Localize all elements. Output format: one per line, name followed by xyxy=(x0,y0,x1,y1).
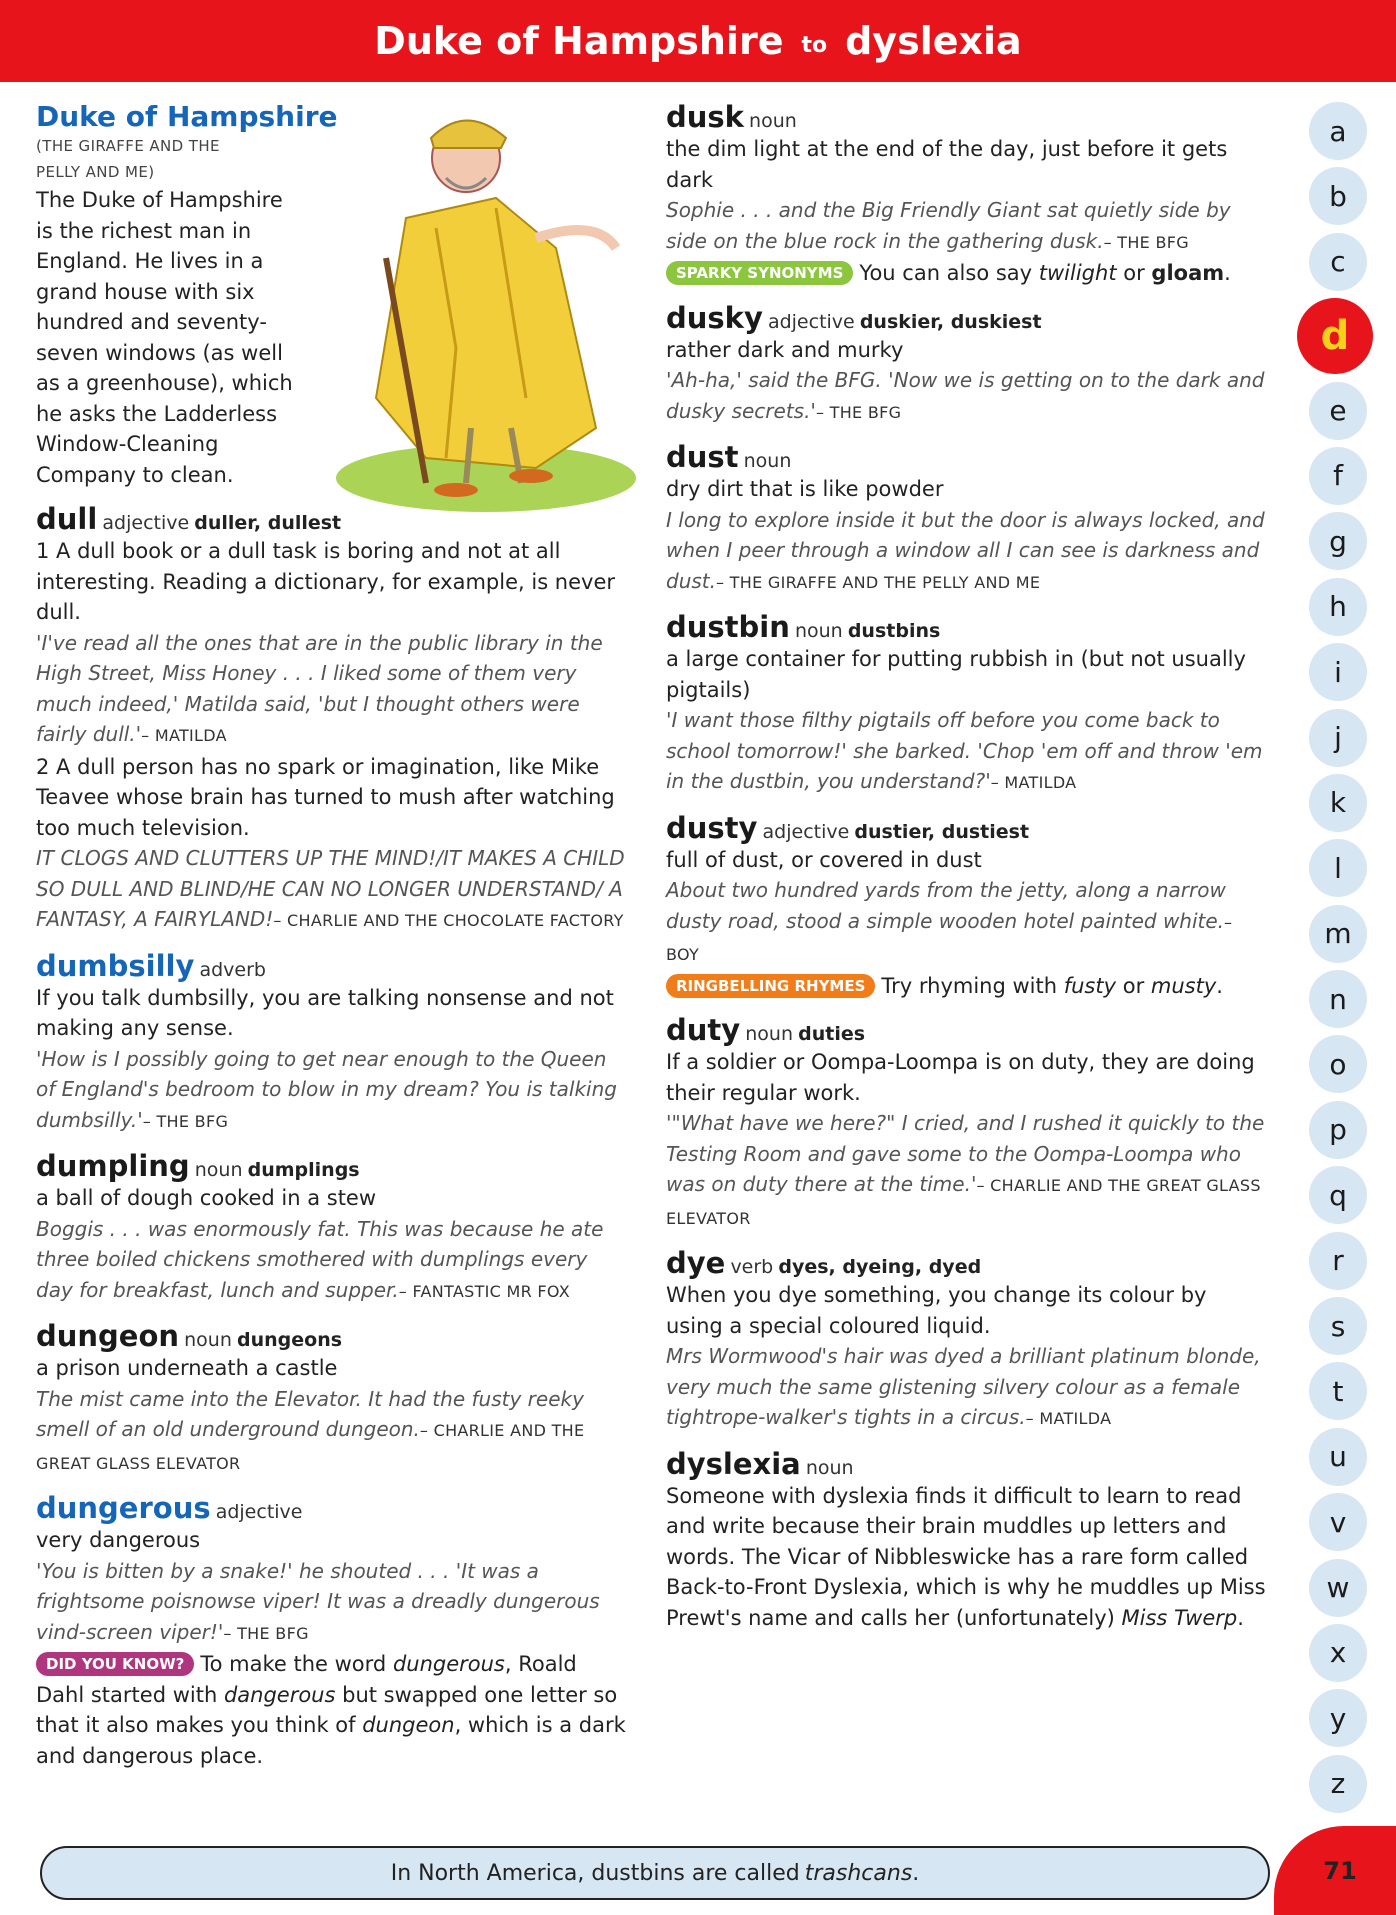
alphabet-tab-w[interactable]: w xyxy=(1309,1559,1367,1617)
part-of-speech: adjective xyxy=(215,1501,303,1523)
quote: Mrs Wormwood's hair was dyed a brilliant platinum blonde, very much the same glistening silvery colour as a female tightrope-walker's tights in a circus. xyxy=(666,1344,1261,1429)
headword: dye xyxy=(666,1246,726,1280)
entry-dusky xyxy=(666,301,1266,429)
part-of-speech: adjective xyxy=(762,820,850,843)
quote-source: – MATILDA xyxy=(141,726,227,745)
alphabet-tab-y[interactable]: y xyxy=(1309,1689,1367,1747)
definition: If you talk dumbsilly, you are talking nonsense and not making any sense. xyxy=(36,985,614,1040)
right-column xyxy=(666,100,1266,1645)
page-header xyxy=(0,0,1396,82)
quote-1: 'I've read all the ones that are in the public library in the High Street, Miss Honey . . . I liked some of them very much indeed,' Matilda said, 'but I thought others were fairly dull.' xyxy=(36,630,603,746)
alphabet-tab-d[interactable]: d xyxy=(1297,298,1373,374)
note-text: You can also say xyxy=(859,261,1039,285)
note-text: or xyxy=(1116,261,1152,285)
footer-italic: trashcans xyxy=(804,1860,913,1886)
quote-source: – FANTASTIC MR FOX xyxy=(398,1281,571,1301)
headword: dumbsilly xyxy=(36,948,195,983)
word-forms: dungeons xyxy=(237,1329,343,1351)
alphabet-tab-p[interactable]: p xyxy=(1309,1101,1367,1159)
part-of-speech: noun xyxy=(184,1329,232,1351)
definition: rather dark and murky xyxy=(666,337,904,362)
definition-2: 2 A dull person has no spark or imagination, like Mike Teavee whose brain has turned to mush after watching too much television. xyxy=(36,754,615,840)
entry-duty xyxy=(666,1013,1266,1234)
quote-source: – THE GIRAFFE AND THE PELLY AND ME xyxy=(716,572,1041,592)
quote: 'You is bitten by a snake!' he shouted . . . 'It was a frightsome poisnowse viper! It was a dreadly dungerous vind-screen viper!' xyxy=(36,1558,600,1644)
quote: '"What have we here?" I cried, and I rushed it quickly to the Testing Room and gave some to the Oompa-Loompa who was on duty there at the time.' xyxy=(666,1111,1265,1196)
quote: 'How is I possibly going to get near enough to the Queen of England's bedroom to blow in my dream? You is talking dumbsilly.' xyxy=(36,1046,617,1132)
headword: dusky xyxy=(666,300,763,335)
headword: dusty xyxy=(666,810,758,845)
alphabet-tab-g[interactable]: g xyxy=(1309,512,1367,570)
part-of-speech: noun xyxy=(745,1023,794,1045)
alphabet-tab-c[interactable]: c xyxy=(1309,233,1367,291)
alphabet-tab-r[interactable]: r xyxy=(1309,1232,1367,1290)
alphabet-tab-l[interactable]: l xyxy=(1309,839,1367,897)
note-italic: musty xyxy=(1150,973,1217,998)
entry-dusty xyxy=(666,811,1266,1002)
entry-dungerous xyxy=(36,1491,626,1771)
header-last-word: dyslexia xyxy=(845,19,1022,63)
word-forms: dustier, dustiest xyxy=(854,820,1030,843)
quote: Boggis . . . was enormously fat. This was because he ate three boiled chickens smothered with dumplings every day for breakfast, lunch and supper. xyxy=(36,1216,604,1302)
entry-dustbin xyxy=(666,610,1266,799)
alphabet-tab-a[interactable]: a xyxy=(1309,102,1367,160)
note-text: . xyxy=(1224,261,1231,285)
alphabet-tab-j[interactable]: j xyxy=(1309,709,1367,767)
alphabet-tab-t[interactable]: t xyxy=(1309,1362,1367,1420)
alphabet-tab-q[interactable]: q xyxy=(1309,1166,1367,1224)
note-italic: dungeon xyxy=(362,1713,455,1737)
definition: dry dirt that is like powder xyxy=(666,477,944,501)
note-bold: gloam xyxy=(1151,261,1225,285)
part-of-speech: adverb xyxy=(199,958,266,981)
quote-source: – THE BFG xyxy=(1103,232,1189,252)
word-forms: duller, dullest xyxy=(194,512,342,534)
headword: dusk xyxy=(666,100,744,134)
note-text: or xyxy=(1116,973,1151,998)
synonyms-note xyxy=(666,258,1266,289)
word-forms: duskier, duskiest xyxy=(859,310,1042,333)
quote: About two hundred yards from the jetty, along a narrow dusty road, stood a simple wooden hotel painted white. xyxy=(666,878,1226,933)
part-of-speech: noun xyxy=(194,1159,243,1181)
footer-text: . xyxy=(912,1860,920,1886)
part-of-speech: noun xyxy=(749,110,797,132)
rhymes-note xyxy=(666,971,1266,1002)
definition-text: Someone with dyslexia finds it difficult to learn to read and write because their brain muddles up letters and words. The Vicar of Nibbleswicke has a rare form called Back-to-Front Dyslexia, which is why he muddles up Miss Prewt's name and calls her (unfortunately) xyxy=(666,1483,1266,1630)
note-italic: dangerous xyxy=(223,1682,336,1707)
alphabet-tab-m[interactable]: m xyxy=(1309,905,1367,963)
alphabet-tab-k[interactable]: k xyxy=(1309,774,1367,832)
headword: dumpling xyxy=(36,1149,190,1183)
part-of-speech: adjective xyxy=(767,310,855,333)
word-forms: dumplings xyxy=(247,1159,360,1181)
alphabet-tab-h[interactable]: h xyxy=(1309,578,1367,636)
alphabet-tab-u[interactable]: u xyxy=(1309,1428,1367,1486)
quote-source: – BOY xyxy=(666,912,1233,964)
headword: dungeon xyxy=(36,1319,180,1353)
definition: If a soldier or Oompa-Loompa is on duty, they are doing their regular work. xyxy=(666,1050,1255,1105)
definition: The Duke of Hampshire is the richest man in England. He lives in a grand house with six hundred and seventy-seven windows (as well as a greenhouse), which he asks the Ladderless Window-Cleaning Company to clean. xyxy=(36,188,293,487)
footer-text: In North America, dustbins are called xyxy=(390,1860,800,1886)
quote: 'I want those filthy pigtails off before you come back to school tomorrow!' she barked. 'Chop 'em off and throw 'em in the dustbin, you understand?' xyxy=(666,708,1263,793)
quote-2: IT CLOGS AND CLUTTERS UP THE MIND!/IT MAKES A CHILD SO DULL AND BLIND/HE CAN NO LONGER UNDERSTAND/ A FANTASY, A FAIRYLAND! xyxy=(36,846,625,931)
headword: dull xyxy=(36,502,98,536)
header-first-word: Duke of Hampshire xyxy=(374,19,784,63)
note-italic: dungerous xyxy=(392,1652,505,1676)
headword: Duke of Hampshire xyxy=(36,100,338,133)
quote-source: – THE BFG xyxy=(223,1623,309,1643)
alphabet-tabs xyxy=(1306,102,1370,1820)
left-column xyxy=(36,100,626,1783)
entry-dye xyxy=(666,1246,1266,1435)
headword: dyslexia xyxy=(666,1446,801,1481)
alphabet-tab-b[interactable]: b xyxy=(1309,167,1367,225)
headword: dungerous xyxy=(36,1491,211,1525)
headword: dust xyxy=(666,440,739,474)
definition-italic: Miss Twerp xyxy=(1121,1605,1238,1630)
page-number: 71 xyxy=(1274,1826,1396,1915)
alphabet-tab-x[interactable]: x xyxy=(1309,1624,1367,1682)
sparky-synonyms-badge: SPARKY SYNONYMS xyxy=(666,261,853,285)
entry-dumbsilly xyxy=(36,949,626,1138)
source-book: (THE GIRAFFE AND THE PELLY AND ME) xyxy=(36,137,220,181)
entry-dungeon xyxy=(36,1319,626,1479)
part-of-speech: noun xyxy=(805,1456,854,1479)
word-forms: dyes, dyeing, dyed xyxy=(778,1256,982,1278)
word-forms: duties xyxy=(798,1023,866,1045)
alphabet-tab-f[interactable]: f xyxy=(1309,447,1367,505)
quote: Sophie . . . and the Big Friendly Giant sat quietly side by side on the blue rock in the gathering dusk. xyxy=(666,198,1231,253)
quote-source: – THE BFG xyxy=(142,1111,229,1131)
definition: full of dust, or covered in dust xyxy=(666,847,982,872)
ringbelling-rhymes-badge: RINGBELLING RHYMES xyxy=(666,974,875,998)
note-italic: twilight xyxy=(1038,261,1117,285)
definition: very dangerous xyxy=(36,1528,201,1552)
header-to: to xyxy=(801,32,828,58)
footer-note xyxy=(40,1846,1270,1900)
definition-text: . xyxy=(1237,1605,1244,1630)
alphabet-tab-v[interactable]: v xyxy=(1309,1493,1367,1551)
definition-1: 1 A dull book or a dull task is boring and not at all interesting. Reading a dictionary, for example, is never dull. xyxy=(36,539,616,624)
definition: the dim light at the end of the day, just before it gets dark xyxy=(666,137,1228,192)
definition: a large container for putting rubbish in (but not usually pigtails) xyxy=(666,647,1246,702)
did-you-know-badge: DID YOU KNOW? xyxy=(36,1652,194,1676)
quote: I long to explore inside it but the door is always locked, and when I peer through a window all I can see is darkness and dust. xyxy=(666,507,1265,593)
entry-dust xyxy=(666,440,1266,598)
quote-source: – MATILDA xyxy=(1025,1409,1112,1428)
quote-source: – THE BFG xyxy=(815,402,902,422)
headword: dustbin xyxy=(666,610,790,644)
alphabet-tab-e[interactable]: e xyxy=(1309,382,1367,440)
alphabet-tab-s[interactable]: s xyxy=(1309,1297,1367,1355)
definition xyxy=(666,1481,1266,1634)
part-of-speech: adjective xyxy=(102,512,190,534)
part-of-speech: noun xyxy=(743,450,792,472)
part-of-speech: noun xyxy=(794,620,843,642)
entry-dumpling xyxy=(36,1149,626,1307)
note-text: To make the word xyxy=(200,1652,393,1676)
note-text: Try rhyming with xyxy=(881,973,1064,998)
alphabet-tab-n[interactable]: n xyxy=(1309,970,1367,1028)
note-text: but swapped one letter so that it also makes you think of xyxy=(36,1682,618,1737)
quote: The mist came into the Elevator. It had the fusty reeky smell of an old underground dungeon. xyxy=(36,1386,584,1441)
quote: 'Ah-ha,' said the BFG. 'Now we is getting on to the dark and dusky secrets.' xyxy=(666,368,1265,423)
entry-dyslexia xyxy=(666,1447,1266,1634)
quote-source: – CHARLIE AND THE CHOCOLATE FACTORY xyxy=(273,911,624,930)
headword: duty xyxy=(666,1013,741,1047)
definition: When you dye something, you change its colour by using a special coloured liquid. xyxy=(666,1283,1207,1338)
definition: a ball of dough cooked in a stew xyxy=(36,1186,377,1210)
quote-source: – CHARLIE AND THE GREAT GLASS ELEVATOR xyxy=(36,1421,585,1473)
alphabet-tab-o[interactable]: o xyxy=(1309,1035,1367,1093)
word-forms: dustbins xyxy=(847,620,941,642)
did-you-know-note xyxy=(36,1649,626,1771)
part-of-speech: verb xyxy=(730,1256,774,1278)
alphabet-tab-z[interactable]: z xyxy=(1309,1755,1367,1813)
definition: a prison underneath a castle xyxy=(36,1356,338,1380)
note-text: , Roald Dahl started with xyxy=(36,1652,577,1707)
entry-dusk xyxy=(666,100,1266,289)
note-text: . xyxy=(1216,973,1223,998)
note-text: , which is a dark and dangerous place. xyxy=(36,1713,626,1768)
note-italic: fusty xyxy=(1063,973,1117,998)
quote-source: – MATILDA xyxy=(990,773,1077,792)
entry-dull xyxy=(36,502,626,937)
quote-source: – CHARLIE AND THE GREAT GLASS ELEVATOR xyxy=(666,1176,1261,1228)
entry-duke-of-hampshire xyxy=(36,100,626,490)
alphabet-tab-i[interactable]: i xyxy=(1309,643,1367,701)
